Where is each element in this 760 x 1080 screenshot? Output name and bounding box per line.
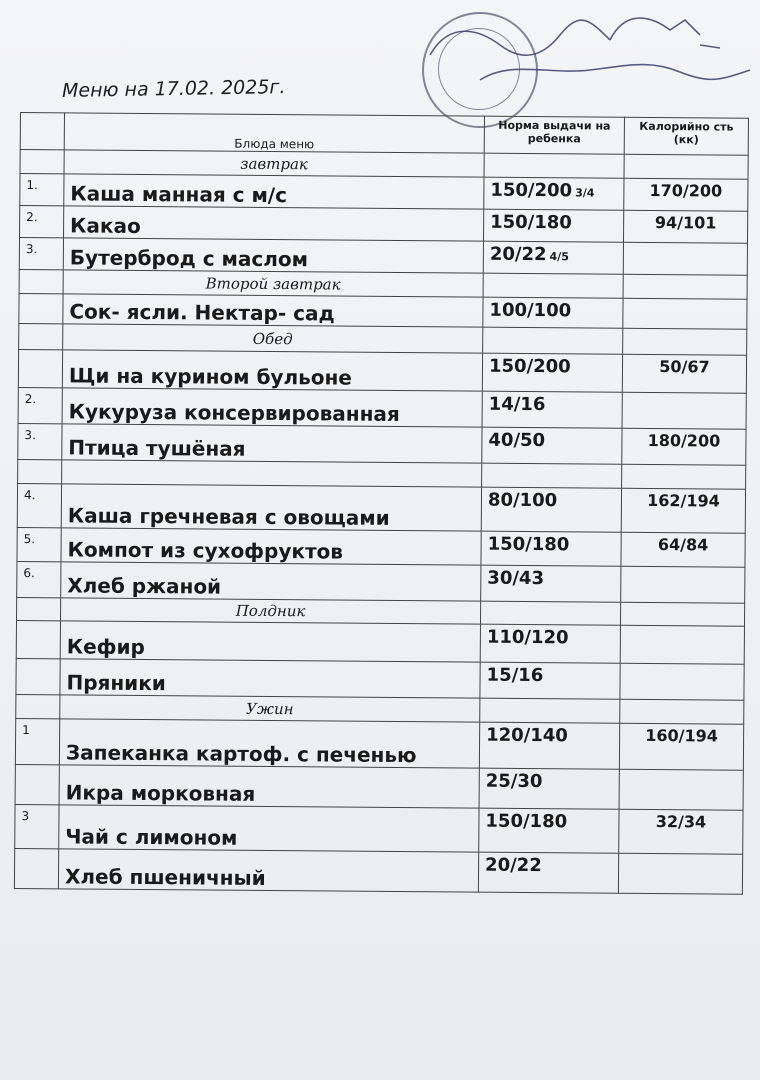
dish-name: Запеканка картоф. с печенью (59, 719, 479, 768)
section-cal-cell (620, 602, 744, 626)
dish-name: Бутерброд с маслом (63, 238, 483, 273)
norm-value (479, 722, 619, 769)
header-num (20, 113, 64, 150)
calorie-value (619, 769, 743, 810)
menu-row (19, 238, 747, 276)
row-number: 4. (17, 483, 61, 527)
menu-row (17, 527, 745, 567)
section-norm-cell (484, 153, 624, 178)
norm-amount: 30/43 (487, 567, 545, 590)
row-number (18, 459, 62, 483)
section-name: Второй завтрак (63, 270, 483, 297)
norm-value (480, 662, 620, 699)
menu-row (20, 174, 748, 212)
calorie-value: 170/200 (624, 178, 748, 211)
calorie-value: 32/34 (619, 809, 743, 854)
signature (420, 0, 760, 100)
menu-row (15, 764, 743, 810)
norm-amount: 100/100 (489, 299, 572, 322)
dish-name: Щи на курином бульоне (62, 350, 482, 391)
menu-row (15, 804, 743, 854)
norm-amount: 150/180 (487, 533, 570, 556)
calorie-value: 180/200 (622, 428, 746, 465)
norm-value (483, 297, 623, 328)
dish-name: Какао (64, 206, 484, 241)
norm-amount: 40/50 (488, 429, 546, 452)
dish-name: Каша гречневая с овощами (61, 484, 481, 531)
menu-row (16, 658, 744, 700)
dish-name: Каша манная с м/с (64, 174, 484, 209)
norm-amount: 20/22 (489, 243, 547, 266)
calorie-value (623, 242, 747, 275)
menu-row (14, 848, 742, 894)
dish-name: Хлеб ржаной (61, 562, 481, 601)
calorie-value: 64/84 (621, 532, 745, 567)
norm-amount: 120/140 (486, 724, 568, 747)
calorie-value (621, 566, 745, 603)
section-num-cell (20, 150, 64, 174)
norm-value (478, 852, 618, 893)
dish-name: Птица тушёная (62, 424, 482, 463)
calorie-value (618, 853, 742, 894)
norm-value (482, 353, 622, 392)
section-norm-cell (483, 327, 623, 354)
norm-amount: 80/100 (487, 489, 558, 512)
section-name: Обед (63, 324, 483, 353)
norm-amount: 15/16 (486, 664, 544, 687)
calorie-value: 50/67 (622, 354, 746, 393)
section-norm-cell (480, 601, 620, 625)
section-num-cell (16, 694, 60, 718)
page-title: Меню на 17.02. 2025г. (61, 76, 286, 102)
section-cal-cell (623, 328, 747, 355)
calorie-value (622, 392, 746, 429)
row-number: 1. (20, 174, 64, 206)
norm-amount: 110/120 (486, 626, 569, 649)
dish-name: Сок- ясли. Нектар- сад (63, 294, 483, 327)
dish-name: Икра морковная (59, 765, 479, 808)
row-number: 6. (17, 561, 61, 597)
norm-amount: 150/180 (490, 211, 572, 234)
calorie-value (620, 625, 744, 664)
menu-row (16, 620, 744, 664)
header-calories: Калорийно сть (кк) (624, 117, 748, 155)
section-name: Полдник (61, 598, 481, 624)
menu-row (17, 561, 745, 603)
dish-name: Чай с лимоном (59, 805, 479, 852)
calorie-value (620, 663, 744, 700)
row-number (15, 764, 59, 804)
calorie-value: 160/194 (619, 723, 743, 770)
norm-fraction: 3/4 (575, 186, 595, 200)
norm-value (482, 463, 622, 488)
norm-amount: 25/30 (485, 770, 543, 793)
menu-row (15, 718, 743, 770)
menu-row (18, 387, 746, 429)
norm-value (481, 487, 621, 532)
norm-value (479, 808, 619, 853)
menu-row (20, 206, 748, 244)
dish-name: Кукуруза консервированная (62, 388, 482, 427)
norm-value (480, 624, 620, 663)
section-cal-cell (623, 274, 747, 299)
row-number (16, 620, 60, 658)
dish-name: Пряники (60, 659, 480, 698)
row-number (19, 293, 63, 323)
header-dish: Блюда меню (64, 113, 484, 153)
dish-name: Хлеб пшеничный (58, 849, 478, 892)
row-number: 3. (18, 423, 62, 459)
norm-value (481, 565, 621, 602)
norm-amount: 14/16 (488, 393, 546, 416)
row-number (18, 349, 62, 387)
row-number: 5. (17, 527, 61, 561)
dish-name: Компот из сухофруктов (61, 528, 481, 565)
menu-table (14, 112, 749, 895)
norm-value (482, 391, 622, 428)
menu-row (18, 423, 746, 465)
norm-amount: 150/180 (485, 810, 568, 833)
section-norm-cell (483, 273, 623, 298)
table-header (20, 113, 748, 156)
calorie-value (622, 464, 746, 489)
section-num-cell (19, 269, 63, 293)
calorie-value: 94/101 (623, 210, 747, 243)
section-num-cell (19, 323, 63, 349)
menu-row (19, 293, 747, 329)
menu-row (18, 349, 746, 393)
calorie-value (623, 298, 747, 329)
section-num-cell (17, 597, 61, 620)
calorie-value: 162/194 (621, 488, 745, 533)
norm-value (483, 241, 623, 274)
row-number (14, 848, 58, 888)
dish-name: Кефир (60, 621, 480, 662)
section-name: завтрак (64, 150, 484, 177)
norm-value (479, 768, 619, 809)
norm-fraction: 4/5 (549, 250, 569, 264)
norm-amount: 150/200 (490, 179, 573, 202)
row-number: 2. (18, 387, 62, 423)
dish-name (62, 460, 482, 487)
row-number: 1 (15, 718, 59, 764)
section-cal-cell (624, 154, 748, 179)
header-norm: Норма выдачи на ребенка (484, 116, 624, 154)
section-name: Ужин (60, 695, 480, 722)
norm-value (484, 177, 624, 210)
section-cal-cell (620, 699, 744, 724)
norm-value (484, 209, 624, 242)
norm-value (481, 531, 621, 566)
section-norm-cell (480, 698, 620, 723)
menu-row (17, 483, 745, 533)
row-number: 3 (15, 804, 59, 848)
row-number (16, 658, 60, 694)
norm-value (482, 427, 622, 464)
norm-amount: 150/200 (488, 355, 571, 378)
norm-amount: 20/22 (485, 854, 542, 877)
row-number: 2. (20, 206, 64, 238)
row-number: 3. (19, 238, 63, 270)
